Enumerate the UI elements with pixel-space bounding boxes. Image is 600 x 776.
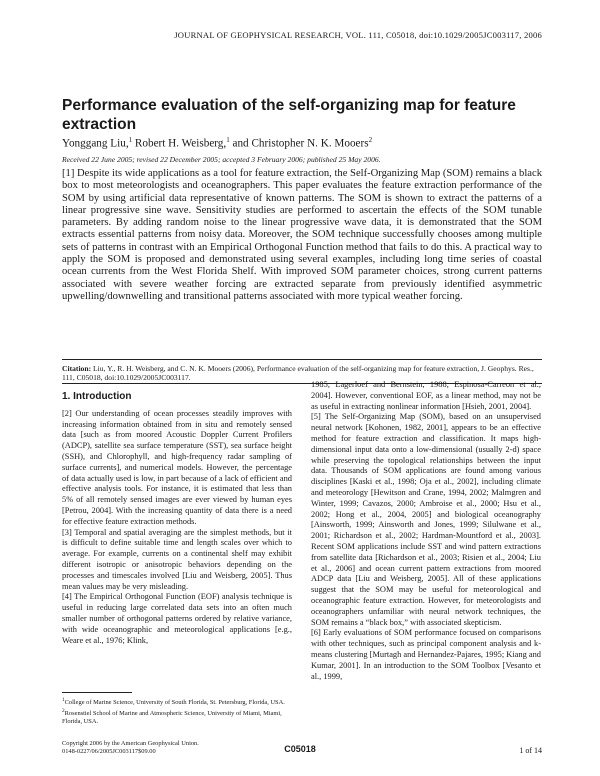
footnote: $^2$Rosenstiel School of Marine and Atmospheric Science, University of Miami, Miami, Florida, USA.	[62, 708, 282, 726]
issn-price-line: 0148-0227/06/2005JC003117$09.00	[62, 748, 156, 755]
abstract-text: Despite its wide applications as a tool for feature extraction, the Self-Organizing Map (SOM) remains a black box to most meteorologists and oceanographers. This paper evaluates the feature extraction performance of the SOM by using artificial data representative of known patterns. The SOM is shown to extract the patterns of a linear progressive sine wave. Sensitivity studies are performed to ascertain the effects of the SOM tunable parameters. By adding random noise to the linear progressive wave data, it is demonstrated that the SOM extracts essential patterns from noisy data. Moreover, the SOM technique successfully chooses among multiple sets of patterns in contrast with an Empirical Orthogonal Function method that fails to do this. A practical way to apply the SOM is proposed and demonstrated using several examples, including long time series of coastal ocean currents from the West Florida Shelf. With improved SOM parameter choices, strong current patterns associated with severe weather forcing are extracted separate from previously identified asymmetric upwelling/downwelling and transitional patterns associated with more typical weather forcing.	[62, 168, 542, 302]
article-title: Performance evaluation of the self-organizing map for feature extraction	[62, 97, 516, 133]
publication-dates: Received 22 June 2005; revised 22 December 2005; accepted 3 February 2006; published 25 May 2006.	[62, 155, 381, 164]
body-paragraph: 1985; Lagerloef and Bernstein, 1988; Espinosa-Carreon et al., 2004]. However, conventional EOF, as a linear method, may not be as useful in extracting nonlinear information [Hsieh, 2001, 2004].	[311, 380, 541, 411]
author-affiliation-mark: 2	[368, 136, 373, 144]
footnote: $^1$College of Marine Science, University of South Florida, St. Petersburg, Florida, USA.	[62, 697, 285, 707]
author-name: Robert H. Weisberg,	[132, 137, 227, 150]
body-paragraph: [4] The Empirical Orthogonal Function (EOF) analysis technique is useful in reducing large correlated data sets into an often much smaller number of orthogonal patterns ordered by relative variance, with wide oceanographic and meteorological applications [e.g., Weare et al., 1976; Klink,	[62, 592, 292, 645]
citation-top-rule	[62, 359, 542, 360]
author-affiliation-mark: 1	[226, 136, 230, 144]
body-paragraph: [2] Our understanding of ocean processes steadily improves with increasing information obtained from in situ and remotely sensed data [such as from moored Acoustic Doppler Current Profilers (ADCP), satellite sea surface temperature (SST), sea surface height (SSH), and Chlorophyll, and high-frequency radar sampling of surface currents], and numerical models. However, the percentage of data actually used is low, in part because of a lack of efficient and effective analysis tools. For instance, it is estimated that less than 5% of all remotely sensed images are ever viewed by human eyes [Petrou, 2004]. With the increasing quantity of data there is a need for effective feature extraction methods.	[62, 408, 292, 526]
author-name: and Christopher N. K. Mooers	[229, 137, 369, 150]
running-head: JOURNAL OF GEOPHYSICAL RESEARCH, VOL. 111, C05018, doi:10.1029/2005JC003117, 2006	[174, 30, 542, 40]
body-column-right	[311, 380, 541, 682]
body-column-left	[62, 392, 292, 646]
body-paragraph: [5] The Self-Organizing Map (SOM), based on an unsupervised neural network [Kohonen, 1982, 2001], appears to be an effective method for feature extraction and classification. It maps high-dimensional input data onto a low-dimensional (usually 2-d) space while preserving the topological relationships between the input data. Thousands of SOM applications are found among various disciplines [Kaski et al., 1998; Oja et al., 2002], including climate and meteorology [Hewitson and Crane, 1994, 2002; Malmgren and Winter, 1999; Cavazos, 2000; Ambroise et al., 2000; Hsu et al., 2002; Hong et al., 2004, 2005] and biological oceanography [Ainsworth, 1999; Ainsworth and Jones, 1999; Silulwane et al., 2001; Richardson et al., 2002; Hardman-Mountford et al., 2003]. Recent SOM applications include SST and wind pattern extractions from satellite data [Richardson et al., 2003; Risien et al., 2004; Liu et al., 2006] and ocean current pattern extractions from moored ADCP data [Liu and Weisberg, 2005]. All of these applications suggest that the SOM may be useful for meteorological and oceanographic feature extraction. However, for meteorologists and oceanographers unfamiliar with neural network techniques, the SOM remains a “black box,” with associated skepticism.	[311, 412, 541, 627]
author-name: Yonggang Liu,	[62, 137, 129, 150]
abstract-paragraph-number: [1]	[62, 168, 75, 179]
footnotes	[62, 696, 292, 726]
section-title: 1. Introduction	[62, 391, 132, 402]
footnote-rule	[62, 692, 132, 693]
abstract	[62, 168, 542, 303]
body-paragraph: [3] Temporal and spatial averaging are the simplest methods, but it is difficult to define suitable time and length scales over which to average. For example, currents on a continental shelf may exhibit different isotropic or anisotropic behaviors depending on the processes and timescales involved [Liu and Weisberg, 2005]. Thus mean values may be very misleading.	[62, 527, 292, 591]
page-number: 1 of 14	[519, 746, 542, 755]
author-list	[62, 136, 542, 150]
author-affiliation-mark: 1	[128, 136, 133, 144]
citation-label: Citation:	[62, 364, 92, 373]
body-paragraph: [6] Early evaluations of SOM performance focused on comparisons with other techniques, such as principal component analysis and k-means clustering [Murtagh and Hernandez-Pajares, 1995; Kiang and Kumar, 2001]. In an introduction to the SOM Toolbox [Vesanto et al., 1999,	[311, 628, 541, 681]
article-id: C05018	[284, 744, 316, 754]
copyright-line: Copyright 2006 by the American Geophysical Union.	[62, 740, 199, 747]
citation-text: Liu, Y., R. H. Weisberg, and C. N. K. Mooers (2006), Performance evaluation of the self-organizing map for feature extraction, J. Geophys. Res., 111, C05018, doi:10.1029/2005JC003117.	[62, 364, 534, 383]
